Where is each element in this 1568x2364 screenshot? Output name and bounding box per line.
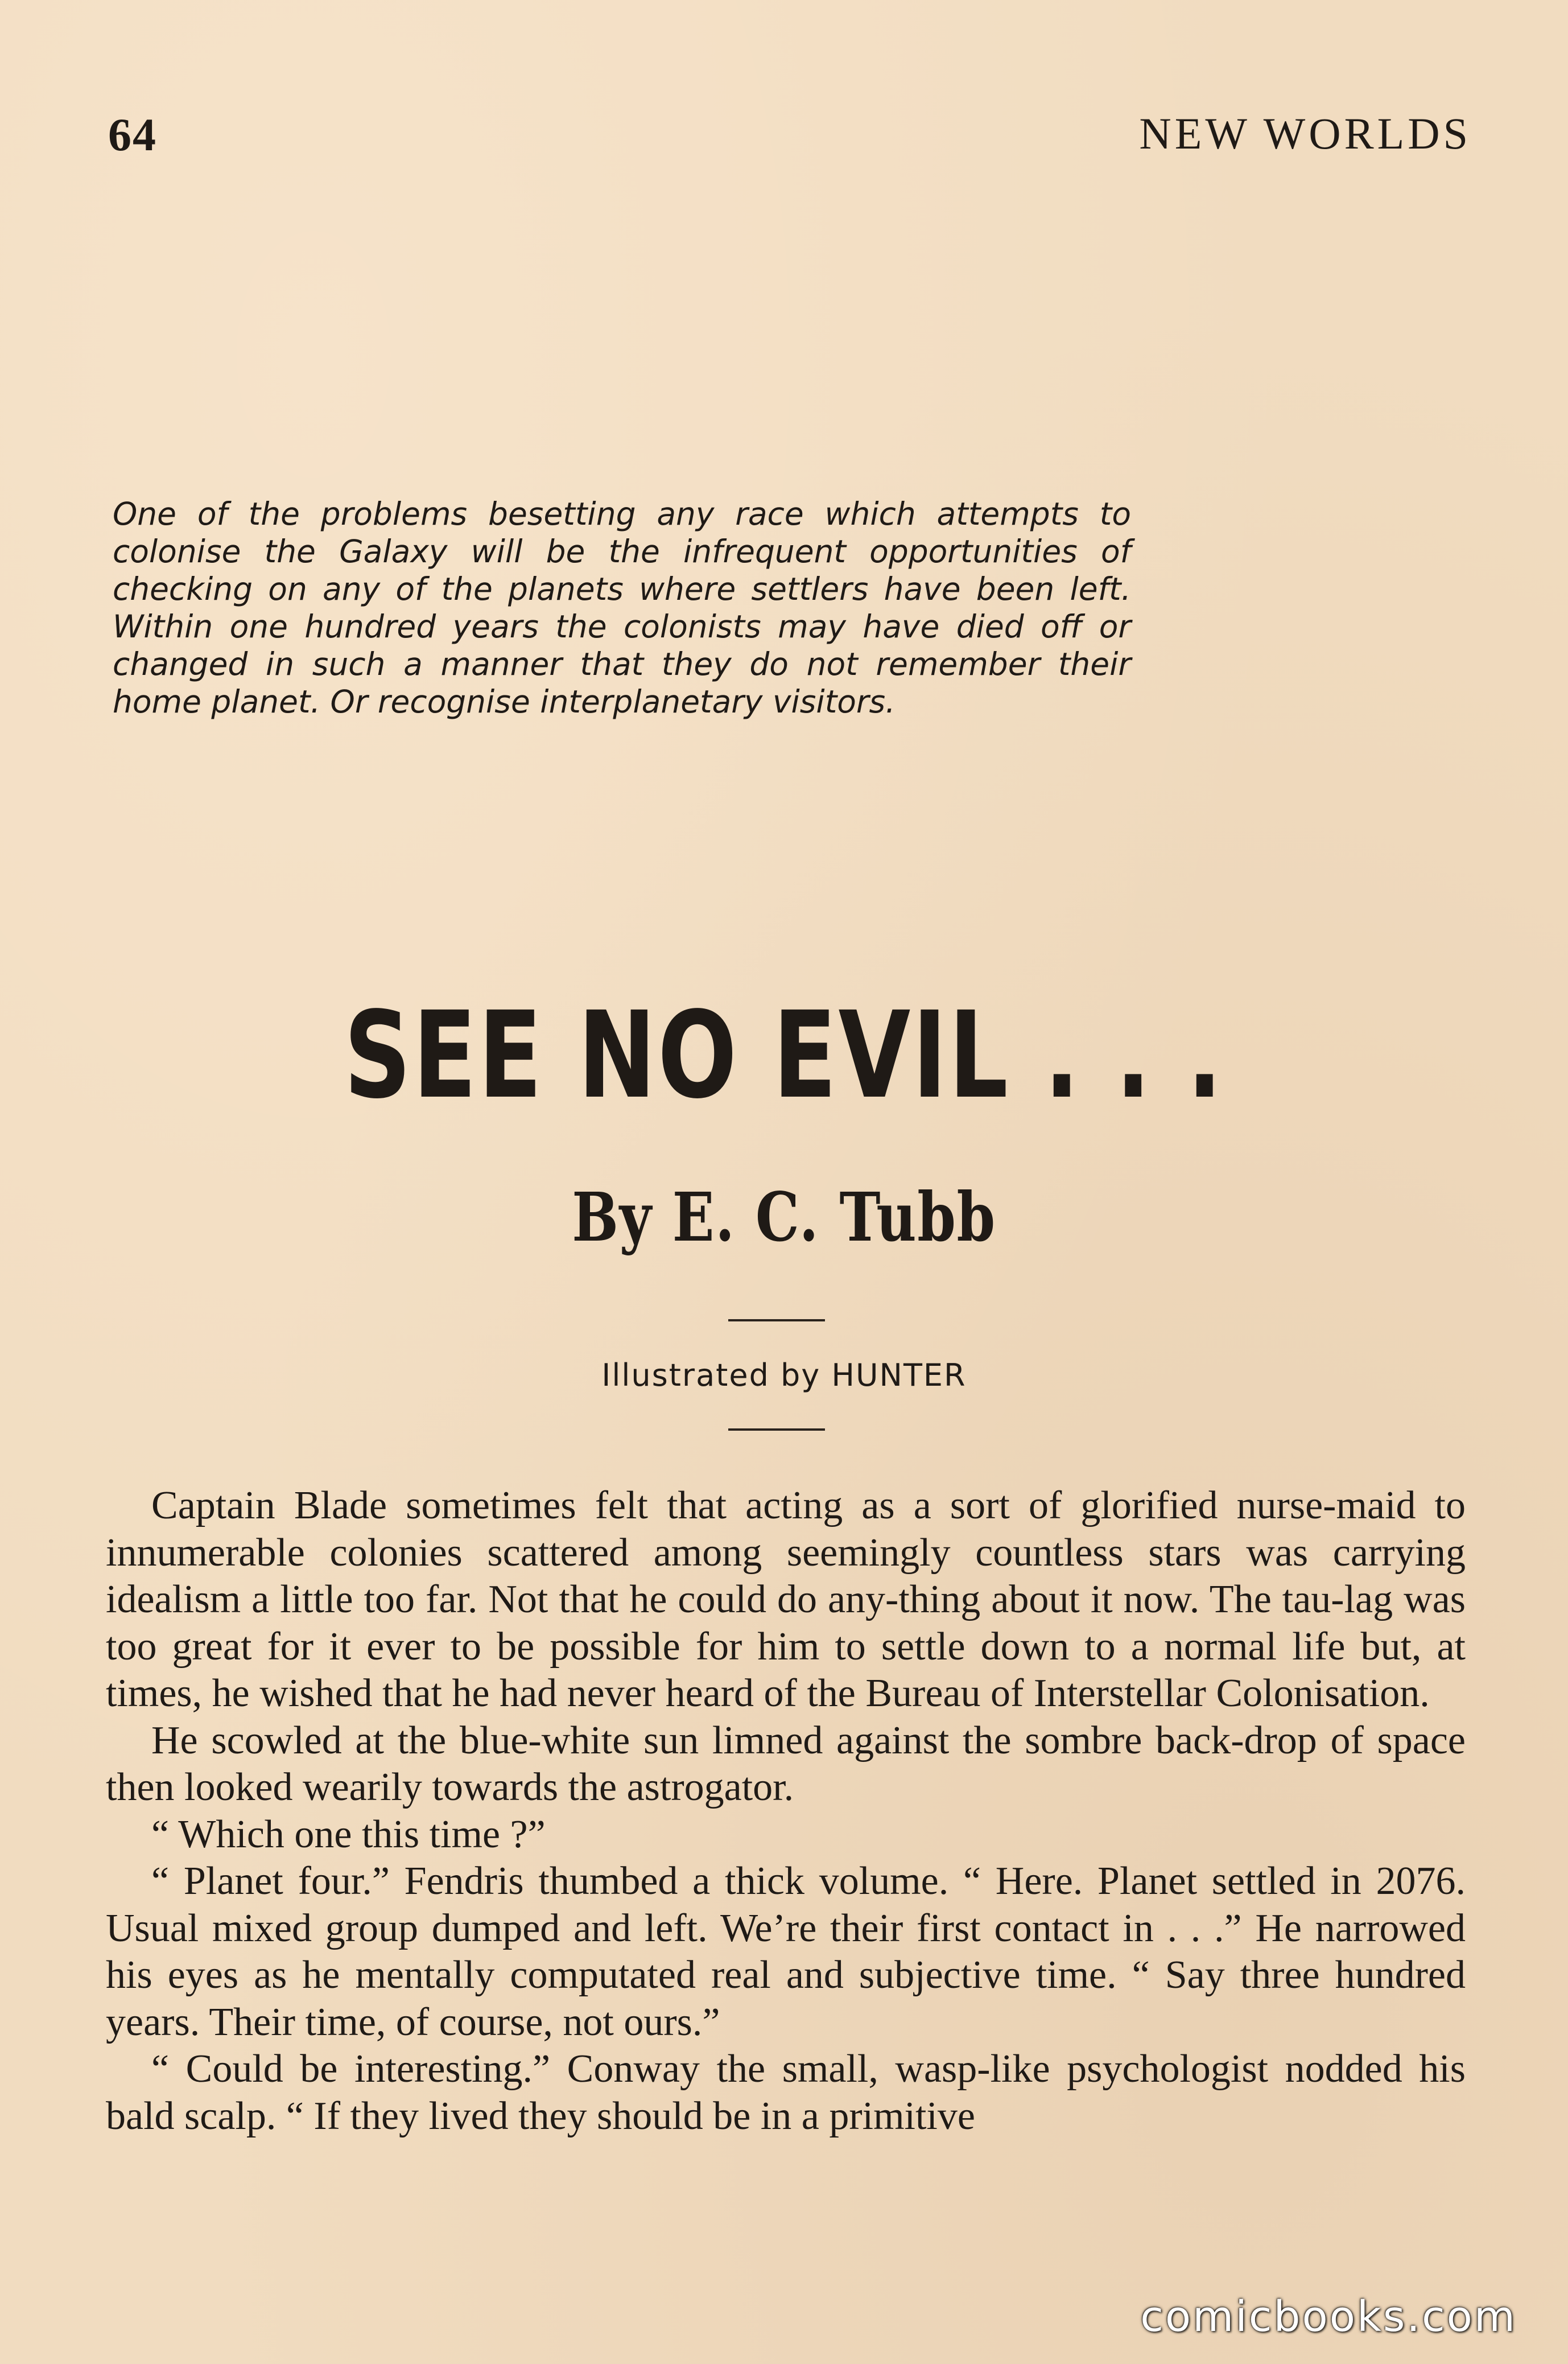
intro-blurb: One of the problems besetting any race which attempts to colonise the Galaxy will be the infrequent opportunities of checking on any of the planets where settlers have been left. Within one hundred years the colonists may have died off or changed in such a manner that they do not remember their home planet. Or recognise interplanetary visitors.: [113, 496, 1131, 720]
story-body: [106, 1482, 1466, 2140]
paragraph: “ Planet four.” Fendris thumbed a thick volume. “ Here. Planet settled in 2076. Usual mixed group dumped and left. We’re their first contact in . . .” He narrowed his eyes as he mentally computated real and subjective time. “ Say three hundred years. Their time, of course, not ours.”: [106, 1859, 1466, 2044]
magazine-title: NEW WORLDS: [1139, 109, 1471, 158]
illustrator-credit: Illustrated by HUNTER: [601, 1357, 967, 1393]
paragraph: “ Which one this time ?”: [151, 1812, 546, 1856]
paragraph: “ Could be interesting.” Conway the small, wasp-like psychologist nodded his bald scalp. “ If they lived they should be in a primitive: [106, 2047, 1466, 2138]
page-number: 64: [108, 109, 157, 160]
watermark: comicbooks.com: [1140, 2292, 1517, 2341]
divider-bottom: [728, 1428, 825, 1431]
paragraph: Captain Blade sometimes felt that acting as a sort of glorified nurse-maid to innumerable colonies scattered among seemingly countless stars was carrying idealism a little too far. Not that he could do any-thing about it now. The tau-lag was too great for it ever to be possible for him to settle down to a normal life but, at times, he wished that he had never heard of the Bureau of Interstellar Colonisation.: [106, 1484, 1466, 1715]
story-title: SEE NO EVIL . . .: [344, 986, 1224, 1125]
byline: By E. C. Tubb: [572, 1177, 996, 1257]
divider-top: [728, 1319, 825, 1321]
paragraph: He scowled at the blue-white sun limned against the sombre back-drop of space then looked wearily towards the astrogator.: [106, 1718, 1466, 1809]
